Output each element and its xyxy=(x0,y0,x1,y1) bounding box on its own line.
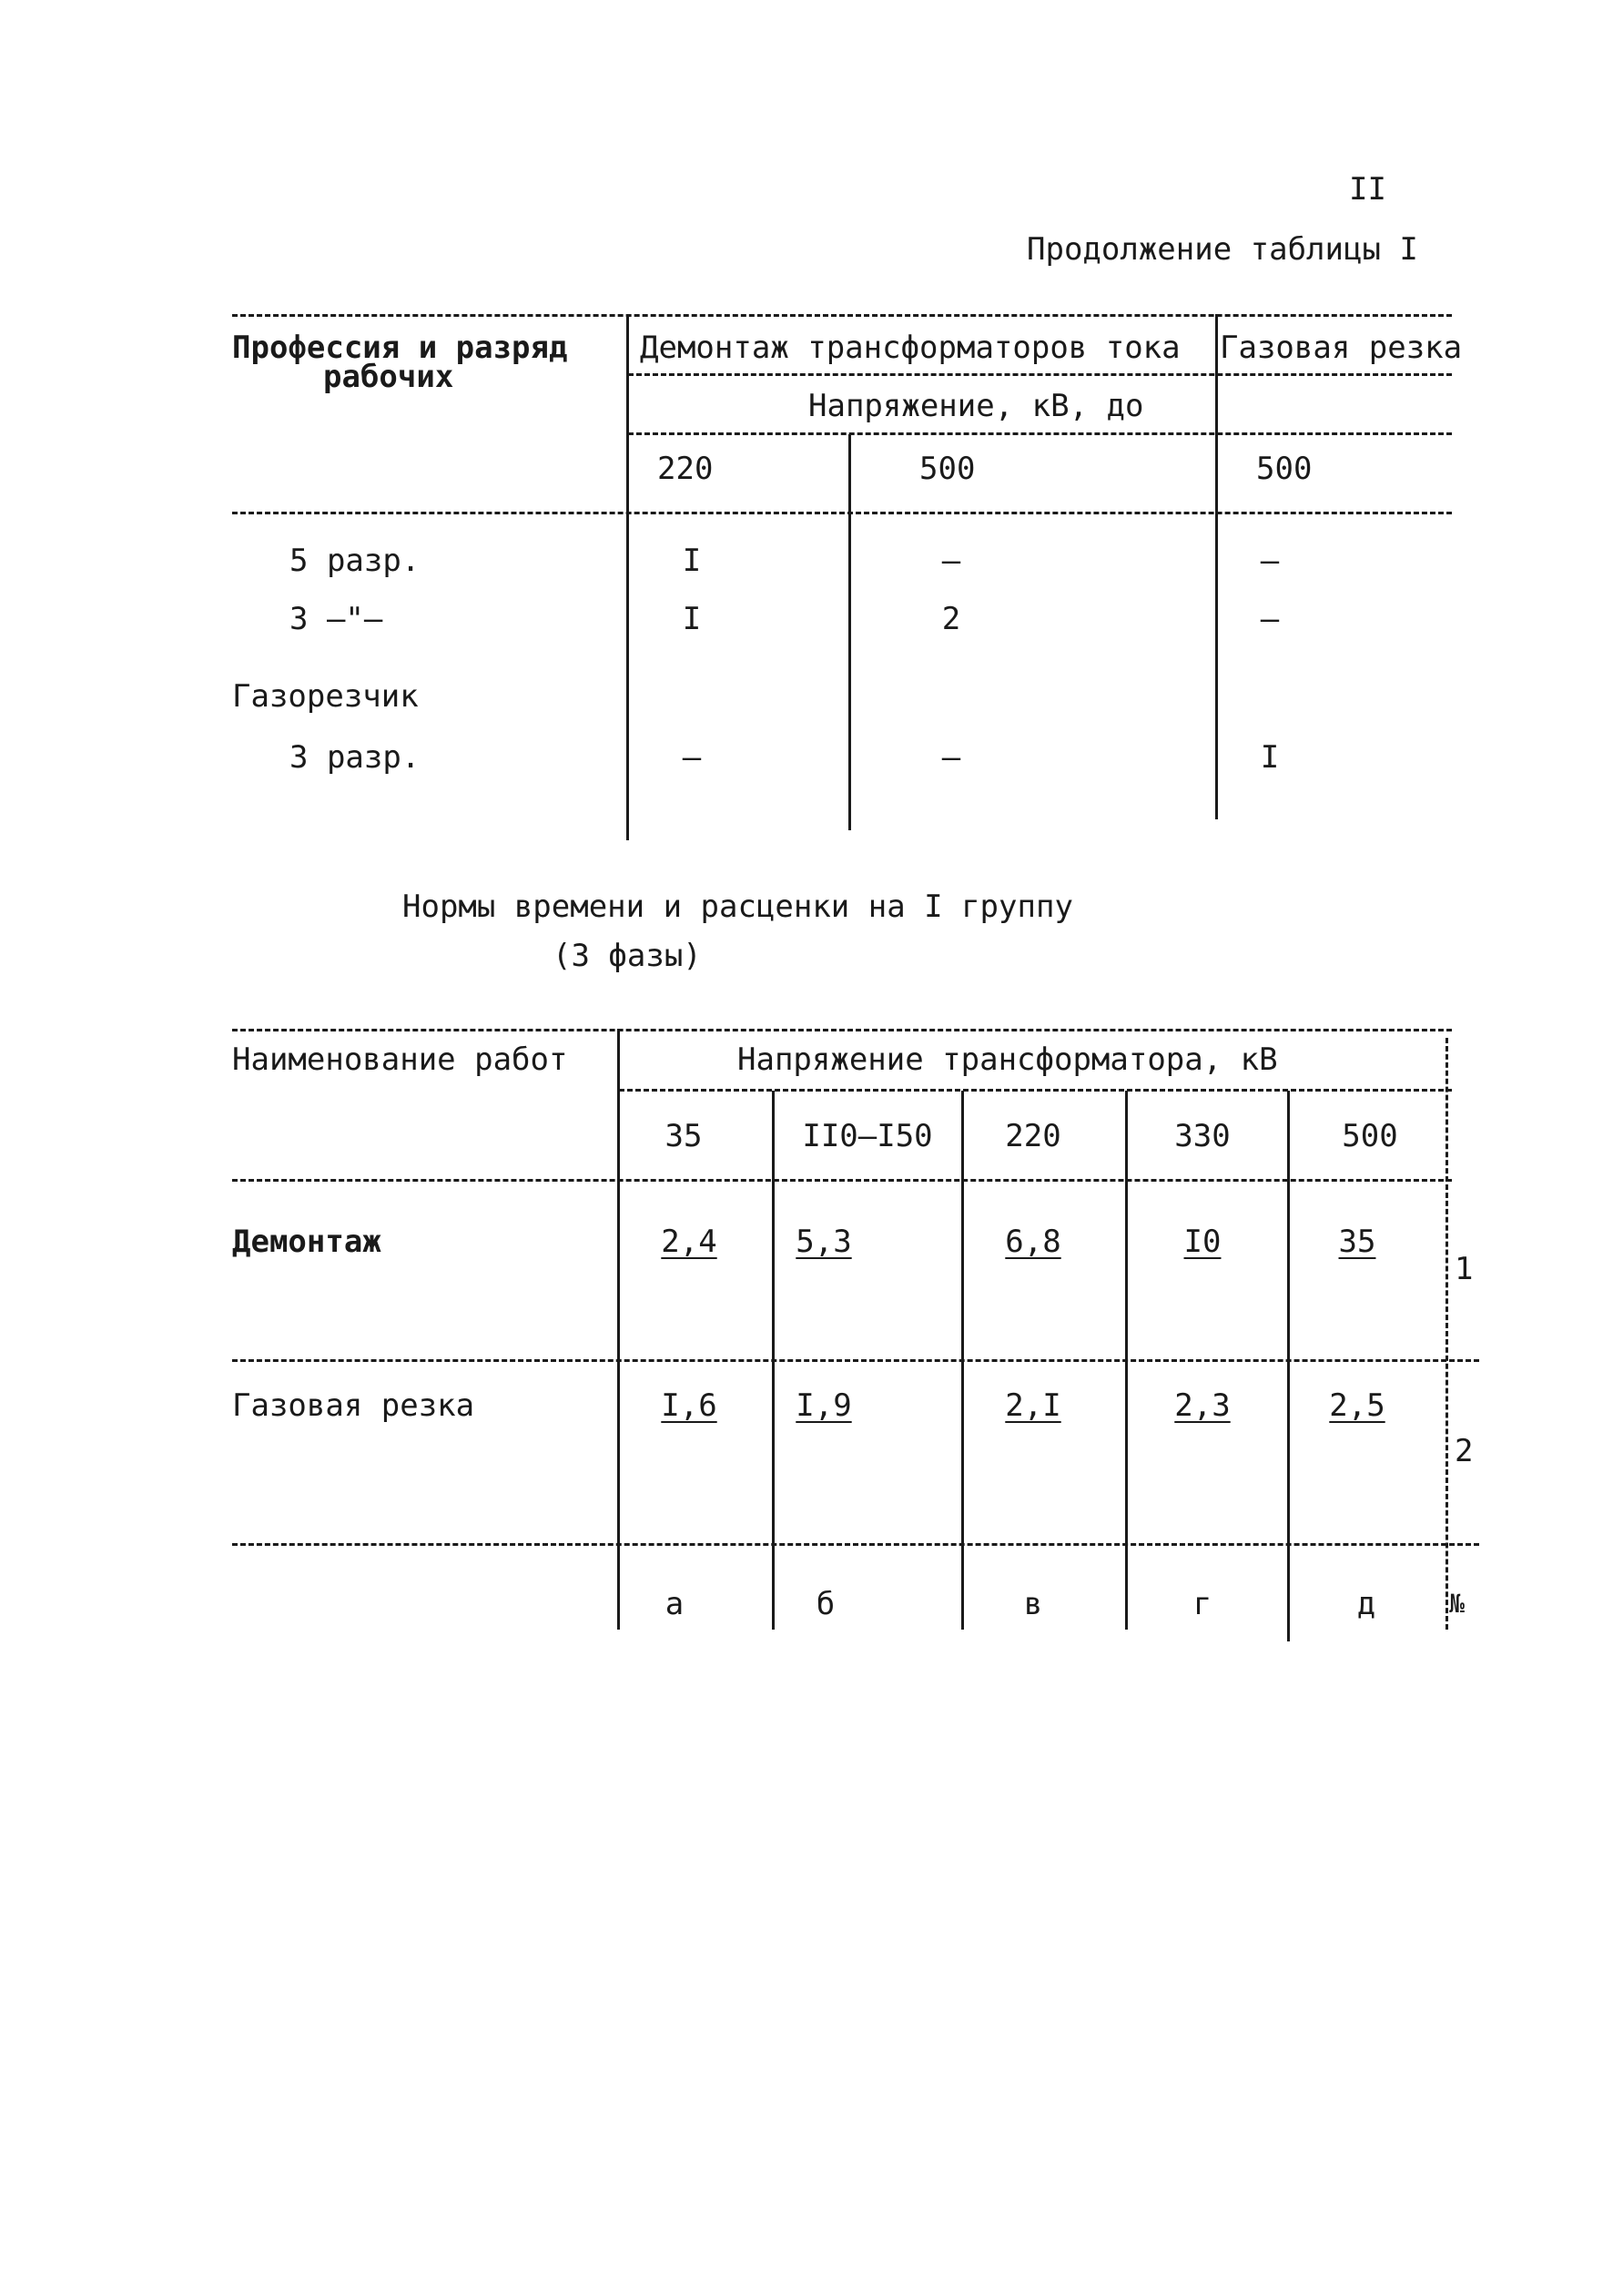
table2-cell-value: 5,3 xyxy=(796,1224,852,1260)
table2-cell-value: 35 xyxy=(1338,1224,1376,1260)
table2-cell xyxy=(746,1224,901,1260)
table2-row-number: 1 xyxy=(1455,1251,1474,1287)
table2-cell-value: 2,I xyxy=(1005,1387,1061,1424)
table2-cell xyxy=(956,1224,1111,1260)
table2-voltage: 330 xyxy=(1174,1118,1231,1154)
table2-row-number: 2 xyxy=(1455,1433,1474,1469)
table1-cell: 2 xyxy=(941,601,961,637)
table2-voltage: 220 xyxy=(1005,1118,1061,1154)
table2-cell-value: 2,4 xyxy=(661,1224,717,1260)
table2-column-letter: д xyxy=(1356,1586,1376,1622)
table2-cell xyxy=(1125,1224,1280,1260)
table2-top-rule xyxy=(232,1029,1452,1031)
table1-top-rule xyxy=(232,314,1452,317)
table1-cell: – xyxy=(1260,543,1280,579)
table2-header-voltage: Напряжение трансформатора, кВ xyxy=(737,1041,1278,1078)
table2-cell xyxy=(1280,1387,1435,1424)
table2-footer-mark: № xyxy=(1449,1589,1465,1619)
table1-voltage-220: 220 xyxy=(657,451,714,487)
table2-row-label: Демонтаж xyxy=(232,1224,381,1260)
table1-cell: I xyxy=(682,543,702,579)
table1-header-profession-line2: рабочих xyxy=(323,359,454,395)
table1-row-label: Газорезчик xyxy=(232,678,419,715)
table1-cell: – xyxy=(1260,601,1280,637)
table2-cell-value: 2,3 xyxy=(1174,1387,1231,1424)
table2-col-divider-4 xyxy=(1125,1091,1128,1630)
table2-cell xyxy=(746,1387,901,1424)
table2-cell xyxy=(612,1387,766,1424)
table2-voltage: 500 xyxy=(1342,1118,1398,1154)
table2-cell-value: 2,5 xyxy=(1329,1387,1385,1424)
table2-col-divider-3 xyxy=(961,1091,964,1630)
table2-voltage: 35 xyxy=(664,1118,703,1154)
table2-header-bottom-rule xyxy=(232,1179,1452,1182)
table2-cell-value: I,9 xyxy=(796,1387,852,1424)
table2-cell xyxy=(956,1387,1111,1424)
table1-row-label: 3 разр. xyxy=(289,739,421,776)
table1-voltage-500-gas: 500 xyxy=(1256,451,1313,487)
table1-cell: – xyxy=(941,739,961,776)
page-number: II xyxy=(1349,171,1386,208)
table1-voltage-rule xyxy=(628,432,1452,435)
table1-header-gas-cutting: Газовая резка xyxy=(1220,330,1463,366)
table1-cell: – xyxy=(682,739,702,776)
section-title: Нормы времени и расценки на I группу xyxy=(402,889,1073,925)
table2-cell xyxy=(612,1224,766,1260)
table2-voltage-rule xyxy=(619,1089,1452,1092)
table2-column-letter: б xyxy=(816,1586,836,1622)
table2-header-work: Наименование работ xyxy=(232,1041,568,1078)
table1-header-dismantling: Демонтаж трансформаторов тока xyxy=(640,330,1181,366)
table2-cell xyxy=(1125,1387,1280,1424)
table1-cell: – xyxy=(941,543,961,579)
table2-col-divider-5 xyxy=(1287,1091,1290,1641)
table2-col-divider-2 xyxy=(772,1091,775,1630)
table1-row-label: 3 –"– xyxy=(289,601,383,637)
table2-column-letter: в xyxy=(1023,1586,1043,1622)
table1-group-rule xyxy=(628,373,1452,376)
table2-cell xyxy=(1280,1224,1435,1260)
table2-cell-value: I,6 xyxy=(661,1387,717,1424)
section-subtitle: (3 фазы) xyxy=(553,938,702,974)
table2-row1-bottom-rule xyxy=(232,1359,1479,1362)
table2-column-letter: г xyxy=(1192,1586,1212,1622)
table2-cell-value: I0 xyxy=(1183,1224,1222,1260)
table1-cell: I xyxy=(682,601,702,637)
table2-row2-bottom-rule xyxy=(232,1543,1479,1546)
table1-voltage-500: 500 xyxy=(919,451,976,487)
continuation-caption: Продолжение таблицы I xyxy=(1027,231,1418,268)
table2-column-letter: а xyxy=(664,1586,685,1622)
table1-row-label: 5 разр. xyxy=(289,543,421,579)
table1-header-profession: Профессия и разряд xyxy=(232,330,568,366)
table1-header-bottom-rule xyxy=(232,512,1452,514)
table1-col-divider-2 xyxy=(848,434,851,830)
table2-cell-value: 6,8 xyxy=(1005,1224,1061,1260)
table1-header-voltage: Напряжение, кВ, до xyxy=(808,388,1144,424)
table2-voltage: II0–I50 xyxy=(802,1118,933,1154)
table1-cell: I xyxy=(1260,739,1280,776)
table2-row-label: Газовая резка xyxy=(232,1387,475,1424)
